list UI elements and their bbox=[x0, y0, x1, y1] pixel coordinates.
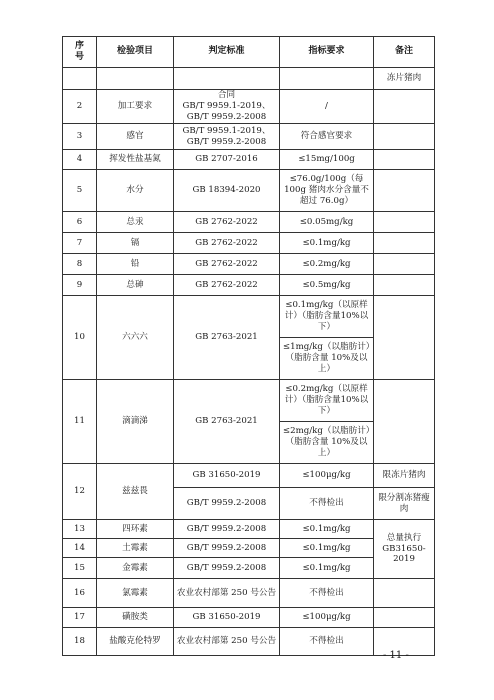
cell-no: 13 bbox=[63, 520, 97, 539]
cell-requirement: ≤76.0g/100g（每100g 猪肉水分含量不超过 76.0g） bbox=[280, 170, 374, 212]
cell-standard: GB 18394-2020 bbox=[174, 170, 280, 212]
cell-standard: 农业农村部第 250 号公告 bbox=[174, 579, 280, 608]
cell-standard: GB 2762-2022 bbox=[174, 275, 280, 296]
cell-standard: GB/T 9959.2-2008 bbox=[174, 558, 280, 579]
table-row bbox=[63, 296, 435, 338]
table-row bbox=[63, 212, 435, 233]
table-row bbox=[63, 608, 435, 628]
cell-remark: 限冻片猪肉 bbox=[374, 464, 435, 488]
cell-no: 10 bbox=[63, 296, 97, 380]
cell-item: 水分 bbox=[97, 170, 174, 212]
cell-standard: GB 2762-2022 bbox=[174, 254, 280, 275]
cell-no: 18 bbox=[63, 628, 97, 656]
cell-item: 总砷 bbox=[97, 275, 174, 296]
cell-no: 11 bbox=[63, 380, 97, 464]
table-row bbox=[63, 520, 435, 539]
cell-remark bbox=[374, 254, 435, 275]
cell-standard: GB 2763-2021 bbox=[174, 296, 280, 380]
cell-remark bbox=[374, 233, 435, 254]
cell-requirement: ≤0.2mg/kg bbox=[280, 254, 374, 275]
table-row bbox=[63, 170, 435, 212]
cell-requirement: ≤1mg/kg（以脂肪计）（脂肪含量 10%及以上） bbox=[280, 338, 374, 380]
header-standard: 判定标准 bbox=[174, 37, 280, 68]
cell-remark bbox=[374, 608, 435, 628]
cell-no bbox=[63, 68, 97, 90]
cell-standard: 合同 GB/T 9959.1-2019、 GB/T 9959.2-2008 bbox=[174, 90, 280, 124]
cell-remark bbox=[374, 380, 435, 464]
cell-standard: GB/T 9959.1-2019、 GB/T 9959.2-2008 bbox=[174, 124, 280, 150]
cell-no: 9 bbox=[63, 275, 97, 296]
table-row bbox=[63, 275, 435, 296]
header-seq: 序 号 bbox=[63, 37, 97, 68]
cell-no: 12 bbox=[63, 464, 97, 520]
cell-requirement: 符合感官要求 bbox=[280, 124, 374, 150]
table-row bbox=[63, 90, 435, 124]
cell-no: 6 bbox=[63, 212, 97, 233]
cell-standard: GB/T 9959.2-2008 bbox=[174, 488, 280, 520]
cell-no: 8 bbox=[63, 254, 97, 275]
cell-no: 3 bbox=[63, 124, 97, 150]
cell-standard: GB 31650-2019 bbox=[174, 608, 280, 628]
cell-remark bbox=[374, 90, 435, 124]
table-row bbox=[63, 150, 435, 170]
cell-item: 金霉素 bbox=[97, 558, 174, 579]
header-item: 检验项目 bbox=[97, 37, 174, 68]
cell-requirement: 不得检出 bbox=[280, 488, 374, 520]
cell-no: 17 bbox=[63, 608, 97, 628]
cell-remark bbox=[374, 124, 435, 150]
table-row bbox=[63, 380, 435, 422]
cell-requirement: ≤0.05mg/kg bbox=[280, 212, 374, 233]
cell-item: 总汞 bbox=[97, 212, 174, 233]
table-row bbox=[63, 579, 435, 608]
cell-requirement bbox=[280, 68, 374, 90]
cell-standard: 农业农村部第 250 号公告 bbox=[174, 628, 280, 656]
cell-item: 六六六 bbox=[97, 296, 174, 380]
cell-requirement: ≤2mg/kg（以脂肪计）（脂肪含量 10%及以上） bbox=[280, 422, 374, 464]
cell-item bbox=[97, 68, 174, 90]
cell-item: 土霉素 bbox=[97, 539, 174, 558]
inspection-standards-table bbox=[62, 36, 435, 656]
table-row bbox=[63, 628, 435, 656]
cell-remark bbox=[374, 150, 435, 170]
cell-item: 铅 bbox=[97, 254, 174, 275]
cell-remark-total: 总量执行 GB31650-2019 bbox=[374, 520, 435, 579]
cell-item: 盐酸克伦特罗 bbox=[97, 628, 174, 656]
cell-standard: GB 2763-2021 bbox=[174, 380, 280, 464]
table-row bbox=[63, 254, 435, 275]
table-row bbox=[63, 233, 435, 254]
header-requirement: 指标要求 bbox=[280, 37, 374, 68]
cell-requirement: / bbox=[280, 90, 374, 124]
cell-item: 兹兹畏 bbox=[97, 464, 174, 520]
cell-requirement: 不得检出 bbox=[280, 579, 374, 608]
cell-remark bbox=[374, 170, 435, 212]
cell-requirement: ≤0.1mg/kg（以原样计）（脂肪含量10%以下） bbox=[280, 296, 374, 338]
cell-no: 15 bbox=[63, 558, 97, 579]
cell-no: 7 bbox=[63, 233, 97, 254]
cell-no: 2 bbox=[63, 90, 97, 124]
cell-standard: GB/T 9959.2-2008 bbox=[174, 520, 280, 539]
cell-remark bbox=[374, 275, 435, 296]
cell-remark: 冻片猪肉 bbox=[374, 68, 435, 90]
cell-no: 5 bbox=[63, 170, 97, 212]
cell-standard: GB 2762-2022 bbox=[174, 233, 280, 254]
cell-item: 磺胺类 bbox=[97, 608, 174, 628]
cell-item: 加工要求 bbox=[97, 90, 174, 124]
cell-requirement: 不得检出 bbox=[280, 628, 374, 656]
cell-no: 16 bbox=[63, 579, 97, 608]
cell-requirement: ≤100μg/kg bbox=[280, 464, 374, 488]
cell-requirement: ≤0.1mg/kg bbox=[280, 558, 374, 579]
cell-no: 14 bbox=[63, 539, 97, 558]
cell-standard: GB 2707-2016 bbox=[174, 150, 280, 170]
cell-requirement: ≤0.1mg/kg bbox=[280, 539, 374, 558]
cell-requirement: ≤0.5mg/kg bbox=[280, 275, 374, 296]
table-header-row bbox=[63, 37, 435, 68]
table-row bbox=[63, 124, 435, 150]
cell-item: 感官 bbox=[97, 124, 174, 150]
cell-remark bbox=[374, 579, 435, 608]
cell-standard bbox=[174, 68, 280, 90]
cell-remark bbox=[374, 212, 435, 233]
cell-item: 挥发性盐基氮 bbox=[97, 150, 174, 170]
cell-requirement: ≤0.1mg/kg bbox=[280, 233, 374, 254]
header-remark: 备注 bbox=[374, 37, 435, 68]
cell-standard: GB 2762-2022 bbox=[174, 212, 280, 233]
cell-requirement: ≤100μg/kg bbox=[280, 608, 374, 628]
table-row bbox=[63, 68, 435, 90]
cell-standard: GB/T 9959.2-2008 bbox=[174, 539, 280, 558]
cell-item: 四环素 bbox=[97, 520, 174, 539]
cell-requirement: ≤0.1mg/kg bbox=[280, 520, 374, 539]
table-row bbox=[63, 464, 435, 488]
cell-remark: 限分割冻猪瘦肉 bbox=[374, 488, 435, 520]
cell-item: 镉 bbox=[97, 233, 174, 254]
cell-standard: GB 31650-2019 bbox=[174, 464, 280, 488]
cell-item: 氯霉素 bbox=[97, 579, 174, 608]
page-number: - 11 - bbox=[383, 650, 409, 661]
cell-requirement: ≤0.2mg/kg（以原样计）（脂肪含量10%以下） bbox=[280, 380, 374, 422]
cell-remark bbox=[374, 296, 435, 380]
cell-item: 滴滴涕 bbox=[97, 380, 174, 464]
cell-requirement: ≤15mg/100g bbox=[280, 150, 374, 170]
cell-no: 4 bbox=[63, 150, 97, 170]
